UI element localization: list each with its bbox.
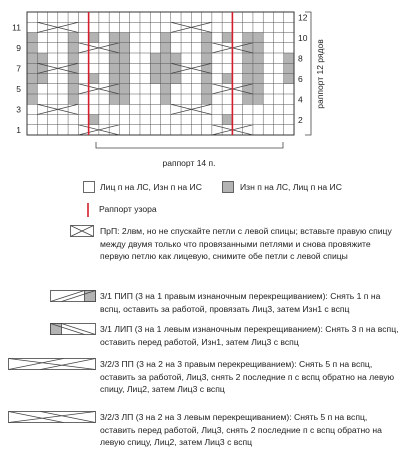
row-number-right: 12 — [298, 12, 308, 23]
side-label: раппорт 12 рядов — [315, 39, 325, 109]
cross-2-icon — [70, 225, 94, 237]
row-number-left: 11 — [12, 22, 21, 33]
row-number-left: 7 — [16, 63, 21, 74]
row-number-right: 10 — [298, 32, 308, 43]
cable-3-1-right-icon — [50, 290, 96, 302]
cable-3-2-3-left-icon — [8, 411, 96, 423]
legend-item-text: 3/1 ПИП (3 на 1 правым изнаночным перекрещиванием): Снять 1 п на вспц, оставить за работой, провязать Лиц3, затем Изн1 с вспц — [100, 291, 381, 314]
repeat-legend-text: Раппорт узора — [99, 204, 157, 214]
row-number-right: 6 — [298, 73, 303, 84]
row-number-left: 9 — [16, 43, 21, 53]
legend-item-text: 3/1 ЛИП (3 на 1 левым изнаночным перекрещиванием): Снять 3 п на вспц, оставить перед работой, Изн1, затем Лиц3 с вспц — [100, 324, 399, 347]
row-number-right: 8 — [298, 53, 303, 64]
purl-legend-text: Изн п на ЛС, Лиц п на ИС — [240, 182, 342, 192]
bottom-label: раппорт 14 п. — [162, 158, 216, 168]
repeat-line-icon — [86, 203, 90, 217]
cable-3-2-3-right-icon — [8, 358, 96, 370]
row-number-left: 3 — [16, 104, 21, 115]
cable-3-1-left-icon — [50, 323, 96, 335]
row-number-right: 4 — [298, 94, 303, 105]
legend-item-text: 3/2/3 ПП (3 на 2 на 3 правым перекрещиванием): Снять 5 п на вспц, оставить за работой, Лиц3, снять 2 последние п с вспц обратно на левую спицу, Лиц2, затем Лиц3 с вспц — [100, 359, 395, 394]
row-number-right: 2 — [298, 114, 303, 125]
purl-stitch-icon — [222, 181, 234, 193]
legend-item-text: ПрП: 2лвм, но не спускайте петли с левой спицы; вставьте правую спицу между двумя только что провязанными петлями и снова провяжите первую петлю как лицевую, снимите обе петли с левой спицы — [100, 226, 392, 261]
knit-legend-text: Лиц п на ЛС, Изн п на ИС — [100, 182, 202, 192]
row-number-left: 5 — [16, 84, 21, 94]
knit-stitch-icon — [83, 181, 95, 193]
legend-item-text: 3/2/3 ЛП (3 на 2 на 3 левым перекрещиванием): Снять 5 п на вспц, оставить перед работой, Лиц3, снять 2 последние п с вспц обратно на левую спицу, Лиц2, затем Лиц3 с вспц — [100, 412, 382, 447]
row-number-left: 1 — [16, 125, 21, 135]
